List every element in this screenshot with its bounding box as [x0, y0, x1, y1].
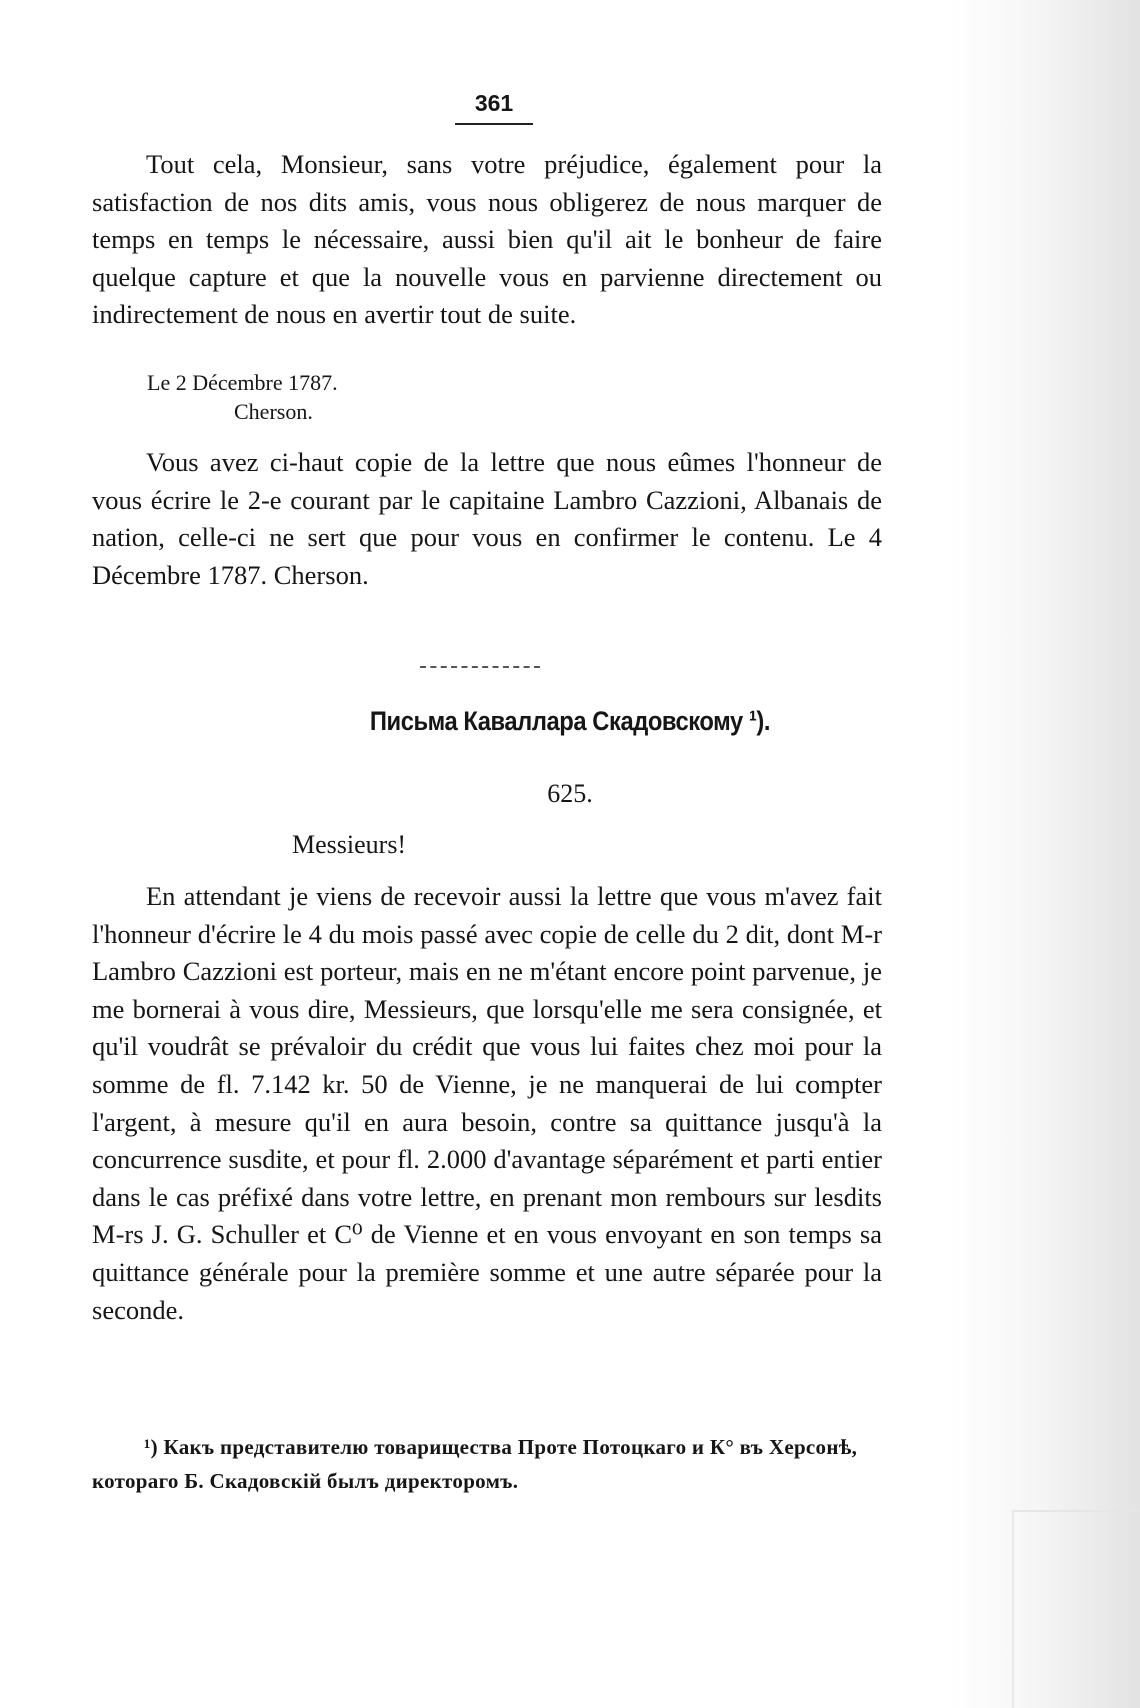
- paragraph-2: [92, 444, 882, 594]
- letter-title-text: Письма Каваллара Скадовскому: [369, 706, 743, 736]
- date-line: Le 2 Décembre 1787.: [147, 370, 338, 395]
- footnote-text: Какъ представителю товарищества Проте Потоцкаго и К° въ Херсонѣ, котораго Б. Скадовскій былъ директоромъ.: [92, 1435, 858, 1493]
- paragraph-1-text: Tout cela, Monsieur, sans votre préjudice, également pour la satisfaction de nos dits amis, vous nous obligerez de nous marquer de temps en temps le nécessaire, aussi bien qu'il ait le bonheur de faire quelque capture et que la nouvelle vous en parvienne directement ou indirectement de nous en avertir tout de suite.: [92, 149, 882, 330]
- footnote-marker: ¹): [144, 1435, 158, 1459]
- page-number: 361: [455, 90, 533, 125]
- footnote: [92, 1430, 892, 1498]
- scan-edge-shadow: [950, 0, 1140, 1708]
- letter-title-note: ¹).: [748, 706, 771, 736]
- scan-edge-line-vertical: [1012, 1510, 1014, 1708]
- scan-edge-line: [1012, 1510, 1140, 1512]
- paragraph-2-text: Vous avez ci-haut copie de la lettre que nous eûmes l'honneur de vous écrire le 2-e courant par le capitaine Lambro Cazzioni, Albanais de nation, celle-ci ne sert que pour vous en confirmer le contenu. Le 4 Décembre 1787. Cherson.: [92, 447, 882, 590]
- salutation: Messieurs!: [292, 830, 407, 859]
- letter-title: [68, 706, 1071, 737]
- letter-body-text: En attendant je viens de recevoir aussi la lettre que vous m'avez fait l'honneur d'écrire le 4 du mois passé avec copie de celle du 2 dit, dont M-r Lambro Cazzioni est porteur, mais en ne m'étant encore point parvenue, je me bornerai à vous dire, Messieurs, que lorsqu'elle me sera consignée, et qu'il voudrât se prévaloir du crédit que vous lui faites chez moi pour la somme de fl. 7.142 kr. 50 de Vienne, je ne manquerai de lui compter l'argent, à mesure qu'il en aura besoin, contre sa quittance jusqu'à la concurrence susdite, et pour fl. 2.000 d'avantage séparément et parti entier dans le cas préfixé dans votre lettre, en prenant mon rembours sur lesdits M-rs J. G. Schuller et C⁰ de Vienne et en vous envoyant en son temps sa quittance générale pour la première somme et une autre séparée pour la seconde.: [92, 881, 882, 1325]
- paragraph-1: [92, 146, 882, 334]
- letter-number: 625.: [547, 779, 593, 808]
- letter-body: [92, 878, 882, 1329]
- place-line: Cherson.: [234, 399, 313, 424]
- section-divider: [420, 666, 540, 668]
